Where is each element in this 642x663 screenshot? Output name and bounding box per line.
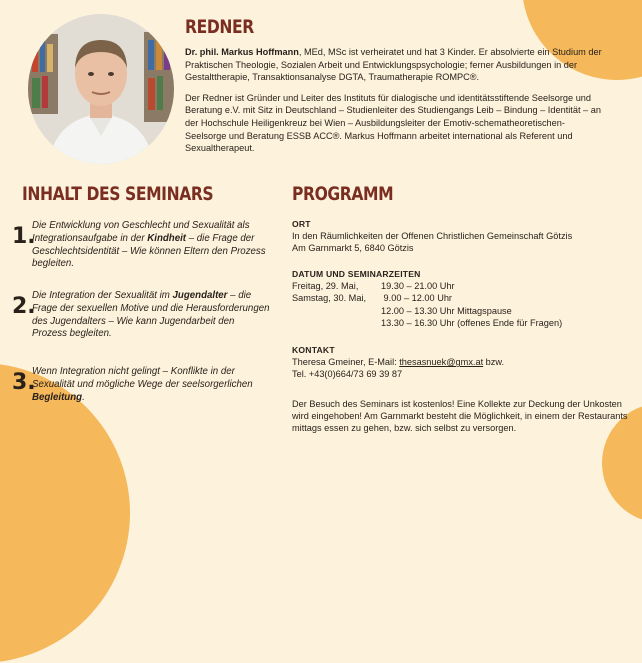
item-text-post: – die Frage der sexuellen Motive und die Herausforderungen des Jugendalters – Wie kann Jugendarbeit den Prozess begleiten. xyxy=(32,290,270,340)
item-text xyxy=(32,366,272,404)
schedule-time: 9.00 – 12.00 Uhr xyxy=(381,293,452,304)
bio-paragraph-1-text: , MEd, MSc ist verheiratet und hat 3 Kinder. Er absolvierte ein Studium der Praktischen Theologie, Sozialen Arbeit und Entwicklungspsychologie; ferner Ausbildungen in der Gestalttherapie, Transaktionsanalyse DGTA, Traumatherapie ROMPC®. xyxy=(185,47,602,83)
item-text xyxy=(32,290,272,341)
contact-section xyxy=(292,344,630,381)
location-section xyxy=(292,218,630,255)
item-text-post: – die Frage der Geschlechtsidentität – Wie können Eltern den Prozess begleiten. xyxy=(32,232,266,270)
schedule-row xyxy=(292,305,630,317)
schedule-row xyxy=(292,317,630,329)
item-number: 1. xyxy=(12,224,36,249)
speaker-bio xyxy=(185,46,605,163)
item-text-bold: Begleitung xyxy=(32,391,83,403)
location-label: ORT xyxy=(292,219,311,229)
content-heading: INHALT DES SEMINARS xyxy=(22,183,214,205)
contact-line xyxy=(292,356,630,368)
program-heading: PROGRAMM xyxy=(292,183,394,205)
info-text: Der Besuch des Seminars ist kostenlos! Eine Kollekte zur Deckung der Unkosten wird eingehoben! Am Garnmarkt besteht die Möglichkeit, in einem der Restaurants mittags essen zu gehen, bzw. sich selbst zu versorgen. xyxy=(292,399,628,434)
item-text xyxy=(32,220,272,271)
schedule-section xyxy=(292,268,630,329)
contact-email-suffix: bzw. xyxy=(483,357,505,368)
item-text-pre: Wenn Integration nicht gelingt – Konflikte in der Sexualität und mögliche Wege der seelsorgerlichen xyxy=(32,366,253,390)
contact-email-link[interactable]: thesasnuek@gmx.at xyxy=(399,357,484,368)
bio-paragraph-1 xyxy=(185,46,605,84)
schedule-time: 13.30 – 16.30 Uhr (offenes Ende für Fragen) xyxy=(381,317,563,328)
content-item xyxy=(12,220,272,271)
schedule-time: 12.00 – 13.30 Uhr Mittagspause xyxy=(381,305,512,316)
location-line-1: In den Räumlichkeiten der Offenen Christlichen Gemeinschaft Götzis xyxy=(292,231,573,242)
schedule-day xyxy=(292,305,381,317)
contact-label: KONTAKT xyxy=(292,345,335,355)
schedule-row xyxy=(292,292,630,304)
contact-phone: Tel. +43(0)664/73 69 39 87 xyxy=(292,369,403,380)
decorative-blob-bottom-left xyxy=(0,363,130,663)
schedule-day: Freitag, 29. Mai, xyxy=(292,281,359,292)
schedule-time: 19.30 – 21.00 Uhr xyxy=(381,281,455,292)
bio-paragraph-2: Der Redner ist Gründer und Leiter des Instituts für dialogische und identitätsstiftende Seelsorge und Beratung e.V. mit Sitz in Deutschland – Studienleiter des Studiengangs Leib – Bindung – Identität – an der Hochschule Heiligenkreuz bei Wien – Ausbildungsleiter der Emotiv-schematheoretischen-Seelsorge und Beratung ESSB ACC®. Markus Hoffmann arbeitet international als Referent und Sexualtherapeut. xyxy=(185,92,601,154)
item-text-post: . xyxy=(82,391,85,403)
speaker-name: Dr. phil. Markus Hoffmann xyxy=(185,47,299,57)
item-text-pre: Die Entwicklung von Geschlecht und Sexualität als Integrationsaufgabe in der xyxy=(32,220,250,244)
schedule-day xyxy=(292,317,381,329)
item-text-bold: Jugendalter xyxy=(172,290,228,301)
location-line-2: Am Garnmarkt 5, 6840 Götzis xyxy=(292,243,414,254)
contact-name: Theresa Gmeiner, E-Mail: xyxy=(292,357,400,368)
content-item xyxy=(12,366,272,404)
item-text-bold: Kindheit xyxy=(147,232,187,244)
schedule-row xyxy=(292,280,630,292)
schedule-label: DATUM UND SEMINARZEITEN xyxy=(292,269,421,279)
speaker-photo xyxy=(28,14,174,164)
schedule-day: Samstag, 30. Mai, xyxy=(292,293,367,304)
item-number: 3. xyxy=(12,370,36,395)
speaker-heading: REDNER xyxy=(185,16,254,38)
item-text-pre: Die Integration der Sexualität im xyxy=(32,290,173,301)
item-number: 2. xyxy=(12,294,36,319)
content-item xyxy=(12,290,272,341)
